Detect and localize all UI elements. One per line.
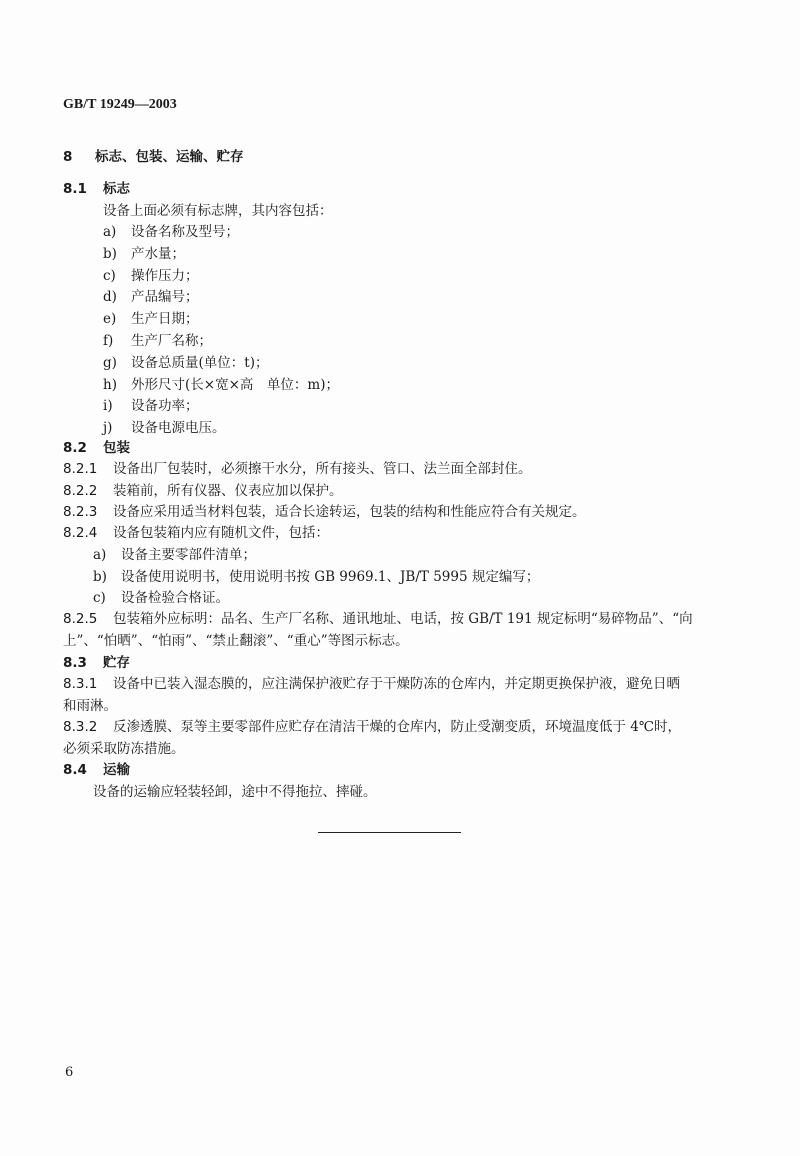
clause-8-3-2 bbox=[63, 719, 681, 735]
clause-text: 包装箱外应标明：品名、生产厂名称、通讯地址、电话，按 GB/T 191 规定标明“易碎物品”、“向 bbox=[113, 611, 693, 627]
clause-text: 反渗透膜、泵等主要零部件应贮存在清洁干燥的仓库内，防止受潮变质，环境温度低于 4℃时， bbox=[113, 719, 681, 735]
list-item bbox=[103, 398, 199, 414]
list-item-label: j) bbox=[103, 420, 113, 437]
list-item-text: 产水量； bbox=[131, 245, 185, 262]
subsection-8-2 bbox=[63, 440, 130, 456]
list-item-text: 生产日期； bbox=[131, 311, 199, 328]
list-item-text: 外形尺寸(长×宽×高 单位：m)； bbox=[131, 376, 339, 393]
clause-number: 8.2 bbox=[63, 440, 87, 456]
section-title: 标志、包装、运输、贮存 bbox=[95, 149, 244, 165]
clause-number: 8.2.2 bbox=[63, 483, 98, 499]
list-item bbox=[103, 246, 185, 262]
standard-number: GB/T 19249—2003 bbox=[63, 97, 177, 112]
page-number: 6 bbox=[65, 1065, 74, 1080]
list-item bbox=[103, 289, 199, 305]
list-item bbox=[103, 377, 339, 393]
list-item-text: 设备检验合格证。 bbox=[121, 590, 229, 606]
list-item-label: b) bbox=[103, 245, 117, 262]
subsection-8-1 bbox=[63, 181, 130, 197]
list-item-label: f) bbox=[103, 333, 114, 349]
list-item-text: 操作压力； bbox=[131, 267, 199, 284]
list-item-label: d) bbox=[103, 289, 117, 306]
list-item-text: 设备功率； bbox=[131, 398, 199, 415]
list-item-label: i) bbox=[103, 398, 113, 415]
subsection-8-4 bbox=[63, 762, 130, 778]
list-item-label: c) bbox=[103, 267, 116, 284]
list-item bbox=[103, 224, 239, 240]
list-item-label: b) bbox=[93, 568, 107, 585]
list-item bbox=[103, 420, 226, 436]
clause-text: 设备应采用适当材料包装，适合长途转运，包装的结构和性能应符合有关规定。 bbox=[113, 504, 586, 520]
clause-title: 贮存 bbox=[103, 655, 130, 671]
end-rule bbox=[318, 832, 461, 833]
list-item-text: 设备总质量(单位：t)； bbox=[131, 354, 269, 371]
clause-text: 设备中已装入湿态膜的，应注满保护液贮存于干燥防冻的仓库内，并定期更换保护液，避免日晒 bbox=[113, 676, 680, 692]
clause-8-2-1 bbox=[63, 461, 532, 477]
clause-number: 8.4 bbox=[63, 762, 87, 778]
clause-text-continued: 必须采取防冻措施。 bbox=[63, 741, 185, 757]
list-item bbox=[103, 268, 199, 284]
section-number: 8 bbox=[63, 149, 73, 165]
paragraph: 设备上面必须有标志牌，其内容包括： bbox=[103, 203, 333, 219]
list-item bbox=[103, 311, 199, 327]
list-item bbox=[103, 355, 268, 371]
clause-8-2-5 bbox=[63, 611, 693, 627]
clause-number: 8.1 bbox=[63, 181, 87, 197]
clause-number: 8.2.5 bbox=[63, 611, 98, 627]
clause-title: 运输 bbox=[103, 762, 130, 778]
clause-number: 8.3.1 bbox=[63, 676, 98, 692]
clause-text: 设备包装箱内应有随机文件，包括： bbox=[113, 525, 329, 541]
clause-number: 8.3 bbox=[63, 655, 87, 671]
clause-text-continued: 上”、“怕晒”、“怕雨”、“禁止翻滚”、“重心”等图示标志。 bbox=[63, 633, 409, 649]
list-item-text: 设备名称及型号； bbox=[131, 224, 239, 240]
list-item bbox=[93, 590, 229, 606]
subsection-8-3 bbox=[63, 655, 130, 671]
paragraph: 设备的运输应轻装轻卸，途中不得拖拉、摔碰。 bbox=[93, 784, 377, 800]
clause-8-2-2 bbox=[63, 483, 343, 499]
list-item-label: g) bbox=[103, 354, 117, 371]
list-item-label: a) bbox=[93, 547, 107, 563]
list-item-label: a) bbox=[103, 224, 117, 240]
list-item-text: 设备使用说明书，使用说明书按 GB 9969.1、JB/T 5995 规定编写； bbox=[121, 568, 540, 585]
clause-8-2-4 bbox=[63, 525, 329, 541]
list-item-text: 生产厂名称； bbox=[131, 333, 212, 349]
list-item-label: e) bbox=[103, 311, 117, 328]
list-item-text: 设备主要零部件清单； bbox=[121, 547, 256, 563]
clause-number: 8.2.1 bbox=[63, 461, 98, 477]
clause-number: 8.2.3 bbox=[63, 504, 98, 520]
clause-text: 设备出厂包装时，必须擦干水分，所有接头、管口、法兰面全部封住。 bbox=[113, 461, 532, 477]
section-heading bbox=[63, 149, 244, 165]
list-item bbox=[103, 333, 212, 349]
list-item-label: h) bbox=[103, 376, 117, 393]
list-item-text: 设备电源电压。 bbox=[131, 420, 226, 437]
clause-8-2-3 bbox=[63, 504, 586, 520]
clause-number: 8.2.4 bbox=[63, 525, 98, 541]
clause-text-continued: 和雨淋。 bbox=[63, 698, 117, 714]
list-item bbox=[93, 547, 256, 563]
clause-title: 标志 bbox=[103, 181, 130, 197]
clause-text: 装箱前，所有仪器、仪表应加以保护。 bbox=[113, 483, 343, 499]
list-item-label: c) bbox=[93, 590, 106, 606]
clause-8-3-1 bbox=[63, 676, 680, 692]
list-item bbox=[93, 569, 539, 585]
list-item-text: 产品编号； bbox=[131, 289, 199, 306]
clause-number: 8.3.2 bbox=[63, 719, 98, 735]
clause-title: 包装 bbox=[103, 440, 130, 456]
